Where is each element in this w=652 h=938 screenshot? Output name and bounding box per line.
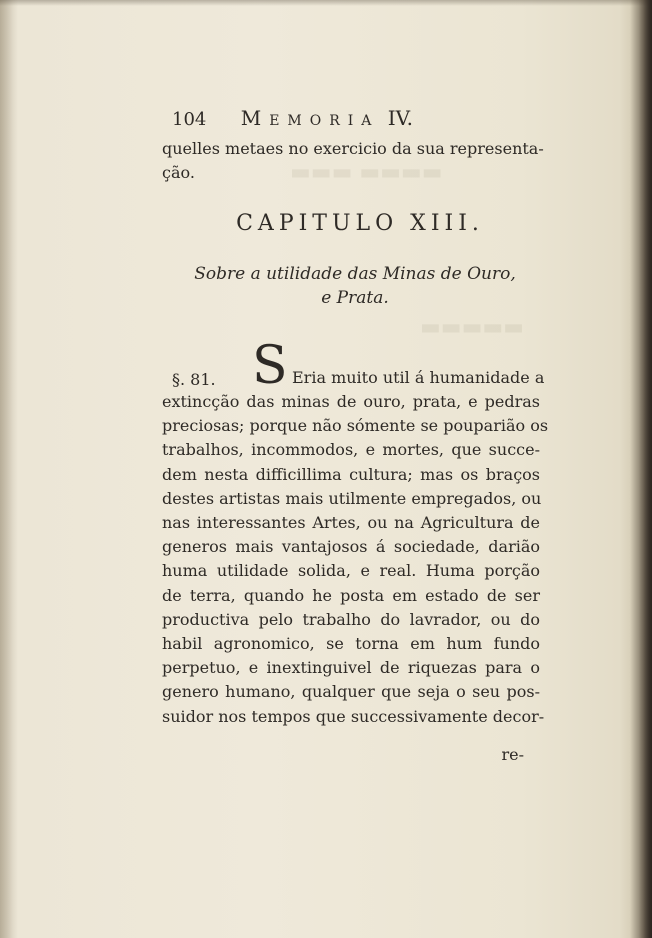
paragraph-line: de terra, quando he posta em estado de ser bbox=[162, 585, 540, 605]
carryover-line: quelles metaes no exercicio da sua representa- bbox=[162, 139, 544, 158]
paragraph-line: genero humano, qualquer que seja o seu pos- bbox=[162, 682, 540, 702]
section-number: §. 81. bbox=[172, 370, 216, 389]
show-through-shadow: ▬▬▬ ▬▬▬▬ bbox=[290, 160, 443, 185]
catchword: re- bbox=[501, 745, 524, 764]
paragraph-line: generos mais vantajosos á sociedade, darião bbox=[162, 537, 540, 557]
paragraph-line: suidor nos tempos que successivamente decor- bbox=[162, 706, 545, 726]
paragraph-line: habil agronomico, se torna em hum fundo bbox=[162, 634, 540, 653]
show-through-shadow: ▬▬▬▬▬ bbox=[420, 315, 524, 340]
running-header bbox=[172, 106, 413, 130]
page-gutter-shadow bbox=[0, 0, 18, 938]
paragraph-first-line: Eria muito util á humanidade a bbox=[292, 368, 545, 387]
page-top-edge bbox=[0, 0, 652, 6]
paragraph-line: destes artistas mais utilmente empregados, ou bbox=[162, 488, 542, 508]
page-fore-edge bbox=[630, 0, 652, 938]
paragraph-line: perpetuo, e inextinguivel de riquezas para o bbox=[162, 658, 540, 678]
paragraph-line: extincção das minas de ouro, prata, e pedras bbox=[162, 392, 540, 411]
paragraph-line: dem nesta difficillima cultura; mas os braços bbox=[162, 464, 540, 484]
drop-cap: S bbox=[252, 336, 288, 396]
page-number: 104 bbox=[172, 109, 207, 130]
paragraph-line: preciosas; porque não sómente se pouparião os bbox=[162, 416, 549, 436]
paragraph-line: nas interessantes Artes, ou na Agricultura de bbox=[162, 513, 540, 532]
chapter-heading: CAPITULO XIII. bbox=[236, 211, 484, 236]
running-title-numeral: IV. bbox=[387, 106, 413, 130]
paragraph-line: huma utilidade solida, e real. Huma porção bbox=[162, 561, 540, 581]
running-title: Memoria bbox=[240, 106, 380, 130]
chapter-subtitle: e Prata. bbox=[321, 288, 389, 308]
paragraph-line: productiva pelo trabalho do lavrador, ou do bbox=[162, 609, 540, 629]
carryover-line: ção. bbox=[162, 163, 195, 182]
paragraph-line: trabalhos, incommodos, e mortes, que succe- bbox=[162, 440, 540, 460]
chapter-subtitle: Sobre a utilidade das Minas de Ouro, bbox=[194, 264, 516, 284]
